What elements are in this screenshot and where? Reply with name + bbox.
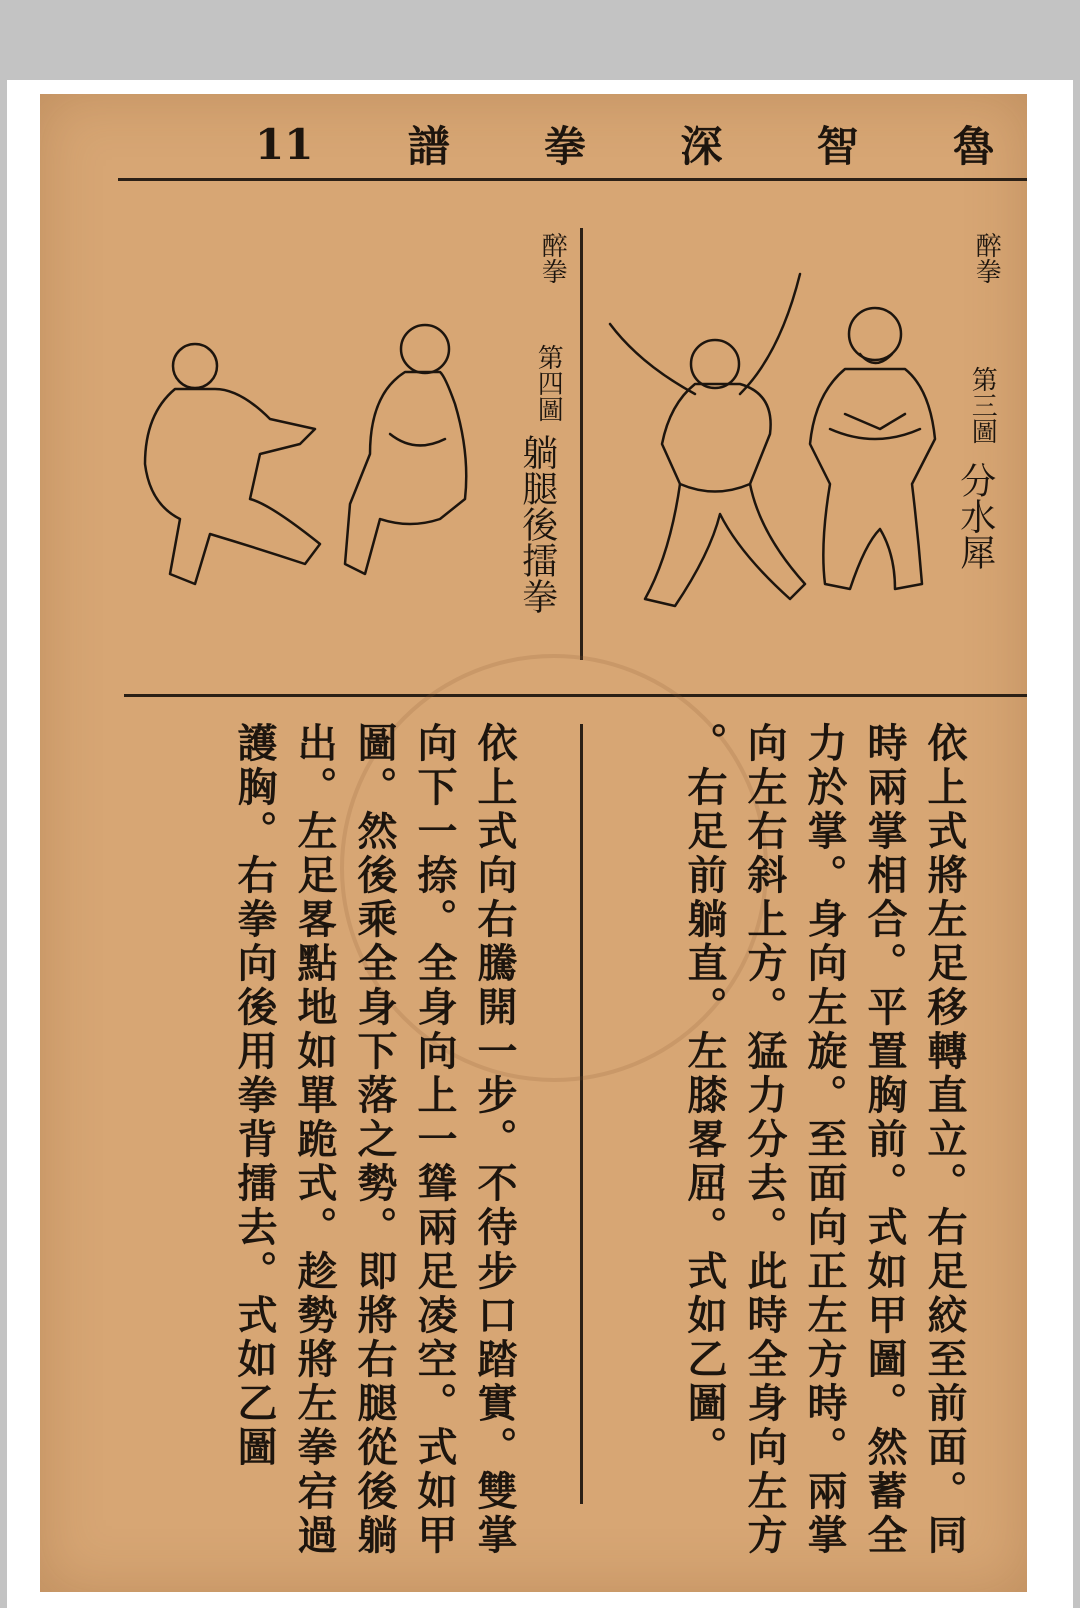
figure3-name: 分水犀: [954, 462, 996, 570]
figure4-category: 醉拳: [537, 232, 568, 284]
right-text-col-4: 向左右斜上方。猛力分去。此時全身向左方: [741, 722, 788, 1558]
right-text-col-2: 時兩掌相合。平置胸前。式如甲圖。然蓄全: [861, 722, 908, 1558]
left-text-col-5: 護胸。右拳向後用拳背擂去。式如乙圖: [231, 722, 278, 1470]
left-text-col-1: 依上式向右騰開一步。不待步口踏實。雙掌: [471, 722, 518, 1558]
right-text-col-5: 。右足前躺直。左膝畧屈。式如乙圖。: [681, 722, 728, 1470]
book-page: [40, 94, 1027, 1592]
figure4-number: 第四圖: [533, 344, 564, 422]
left-text-col-4: 出。左足畧點地如單跪式。趁勢將左拳宕過: [291, 722, 338, 1558]
header-char-5: 魯: [952, 122, 995, 171]
right-text-col-3: 力於掌。身向左旋。至面向正左方時。兩掌: [801, 722, 848, 1558]
figure4-name: 躺腿後擂拳: [516, 434, 558, 614]
figure3-illustration: [600, 254, 940, 624]
figure4-illustration: [140, 304, 480, 604]
left-text-col-3: 圖。然後乘全身下落之勢。即將右腿從後躺: [351, 722, 398, 1558]
figure3-category: 醉拳: [971, 232, 1002, 284]
right-text-col-1: 依上式將左足移轉直立。右足絞至前面。同: [921, 722, 968, 1558]
header-rule: [118, 178, 1027, 181]
header-char-2: 拳: [544, 122, 587, 171]
header-char-3: 深: [680, 122, 723, 171]
left-text-col-2: 向下一捺。全身向上一聳兩足凌空。式如甲: [411, 722, 458, 1558]
running-header: [255, 116, 995, 172]
figure3-number: 第三圖: [967, 366, 998, 444]
page-number: 11: [255, 119, 314, 169]
header-char-1: 譜: [407, 122, 450, 171]
figure-divider: [580, 228, 583, 660]
header-char-4: 智: [816, 122, 859, 171]
top-band: [0, 0, 1080, 80]
